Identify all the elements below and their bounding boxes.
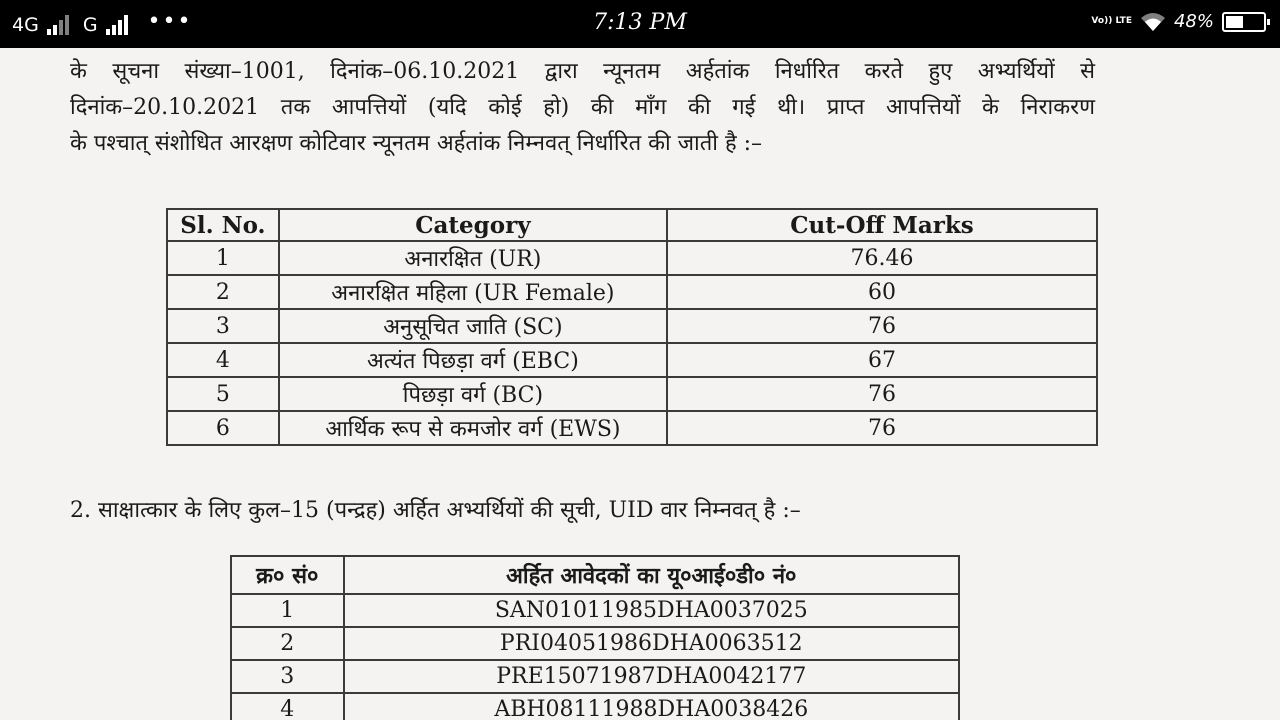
wifi-icon [1140,12,1166,32]
table-row [167,343,1097,377]
table-row [231,594,959,627]
marks-cell: 67 [667,343,1097,377]
serial-cell: 1 [231,594,344,627]
network-g-label: G [82,13,98,36]
status-bar [0,0,1280,48]
table-row [231,627,959,660]
uid-list-table [230,555,960,720]
column-header: क्र० सं० [231,556,344,594]
uid-cell: ABH08111988DHA0038426 [344,693,959,720]
uid-cell: PRI04051986DHA0063512 [344,627,959,660]
table-row [167,377,1097,411]
marks-cell: 60 [667,275,1097,309]
table-row [231,660,959,693]
column-header: Sl. No. [167,209,279,241]
serial-cell: 2 [167,275,279,309]
marks-cell: 76.46 [667,241,1097,275]
section-2-heading: 2. साक्षात्कार के लिए कुल–15 (पन्द्रह) अर्हित अभ्यर्थियों की सूची, UID वार निम्नवत् है :– [70,498,801,523]
serial-cell: 4 [231,693,344,720]
intro-line-2: दिनांक–20.10.2021 तक आपत्तियों (यदि कोई हो) की माँग की गई थी। प्राप्त आपत्तियों के निराकरण [70,95,1095,120]
marks-cell: 76 [667,411,1097,445]
category-cell: अनुसूचित जाति (SC) [279,309,667,343]
serial-cell: 1 [167,241,279,275]
marks-cell: 76 [667,309,1097,343]
table-row [167,241,1097,275]
system-indicators [1091,11,1266,32]
intro-line-3: के पश्चात् संशोधित आरक्षण कोटिवार न्यूनतम अर्हतांक निम्नवत् निर्धारित की जाती है :– [70,131,763,156]
category-cell: अत्यंत पिछड़ा वर्ग (EBC) [279,343,667,377]
table-row [167,275,1097,309]
uid-cell: PRE15071987DHA0042177 [344,660,959,693]
table-row [167,411,1097,445]
serial-cell: 5 [167,377,279,411]
clock: 7:13 PM [593,10,687,35]
cutoff-marks-table [166,208,1098,446]
serial-cell: 3 [167,309,279,343]
serial-cell: 3 [231,660,344,693]
column-header: Category [279,209,667,241]
category-cell: आर्थिक रूप से कमजोर वर्ग (EWS) [279,411,667,445]
serial-cell: 4 [167,343,279,377]
table-row [231,693,959,720]
table-header-row [231,556,959,594]
network-4g-label: 4G [12,13,39,36]
serial-cell: 6 [167,411,279,445]
category-cell: अनारक्षित (UR) [279,241,667,275]
column-header: Cut-Off Marks [667,209,1097,241]
table-header-row [167,209,1097,241]
document-page[interactable] [0,48,1280,720]
marks-cell: 76 [667,377,1097,411]
battery-icon [1222,12,1266,32]
category-cell: पिछड़ा वर्ग (BC) [279,377,667,411]
serial-cell: 2 [231,627,344,660]
uid-cell: SAN01011985DHA0037025 [344,594,959,627]
column-header: अर्हित आवेदकों का यू०आई०डी० नं० [344,556,959,594]
more-notifications-icon: ••• [147,9,193,34]
volte-icon: Vo)) LTE [1091,16,1132,26]
battery-percent: 48% [1173,11,1214,32]
table-row [167,309,1097,343]
category-cell: अनारक्षित महिला (UR Female) [279,275,667,309]
intro-line-1: के सूचना संख्या–1001, दिनांक–06.10.2021 द्वारा न्यूनतम अर्हतांक निर्धारित करते हुए अभ्यर्थियों से [70,59,1095,84]
